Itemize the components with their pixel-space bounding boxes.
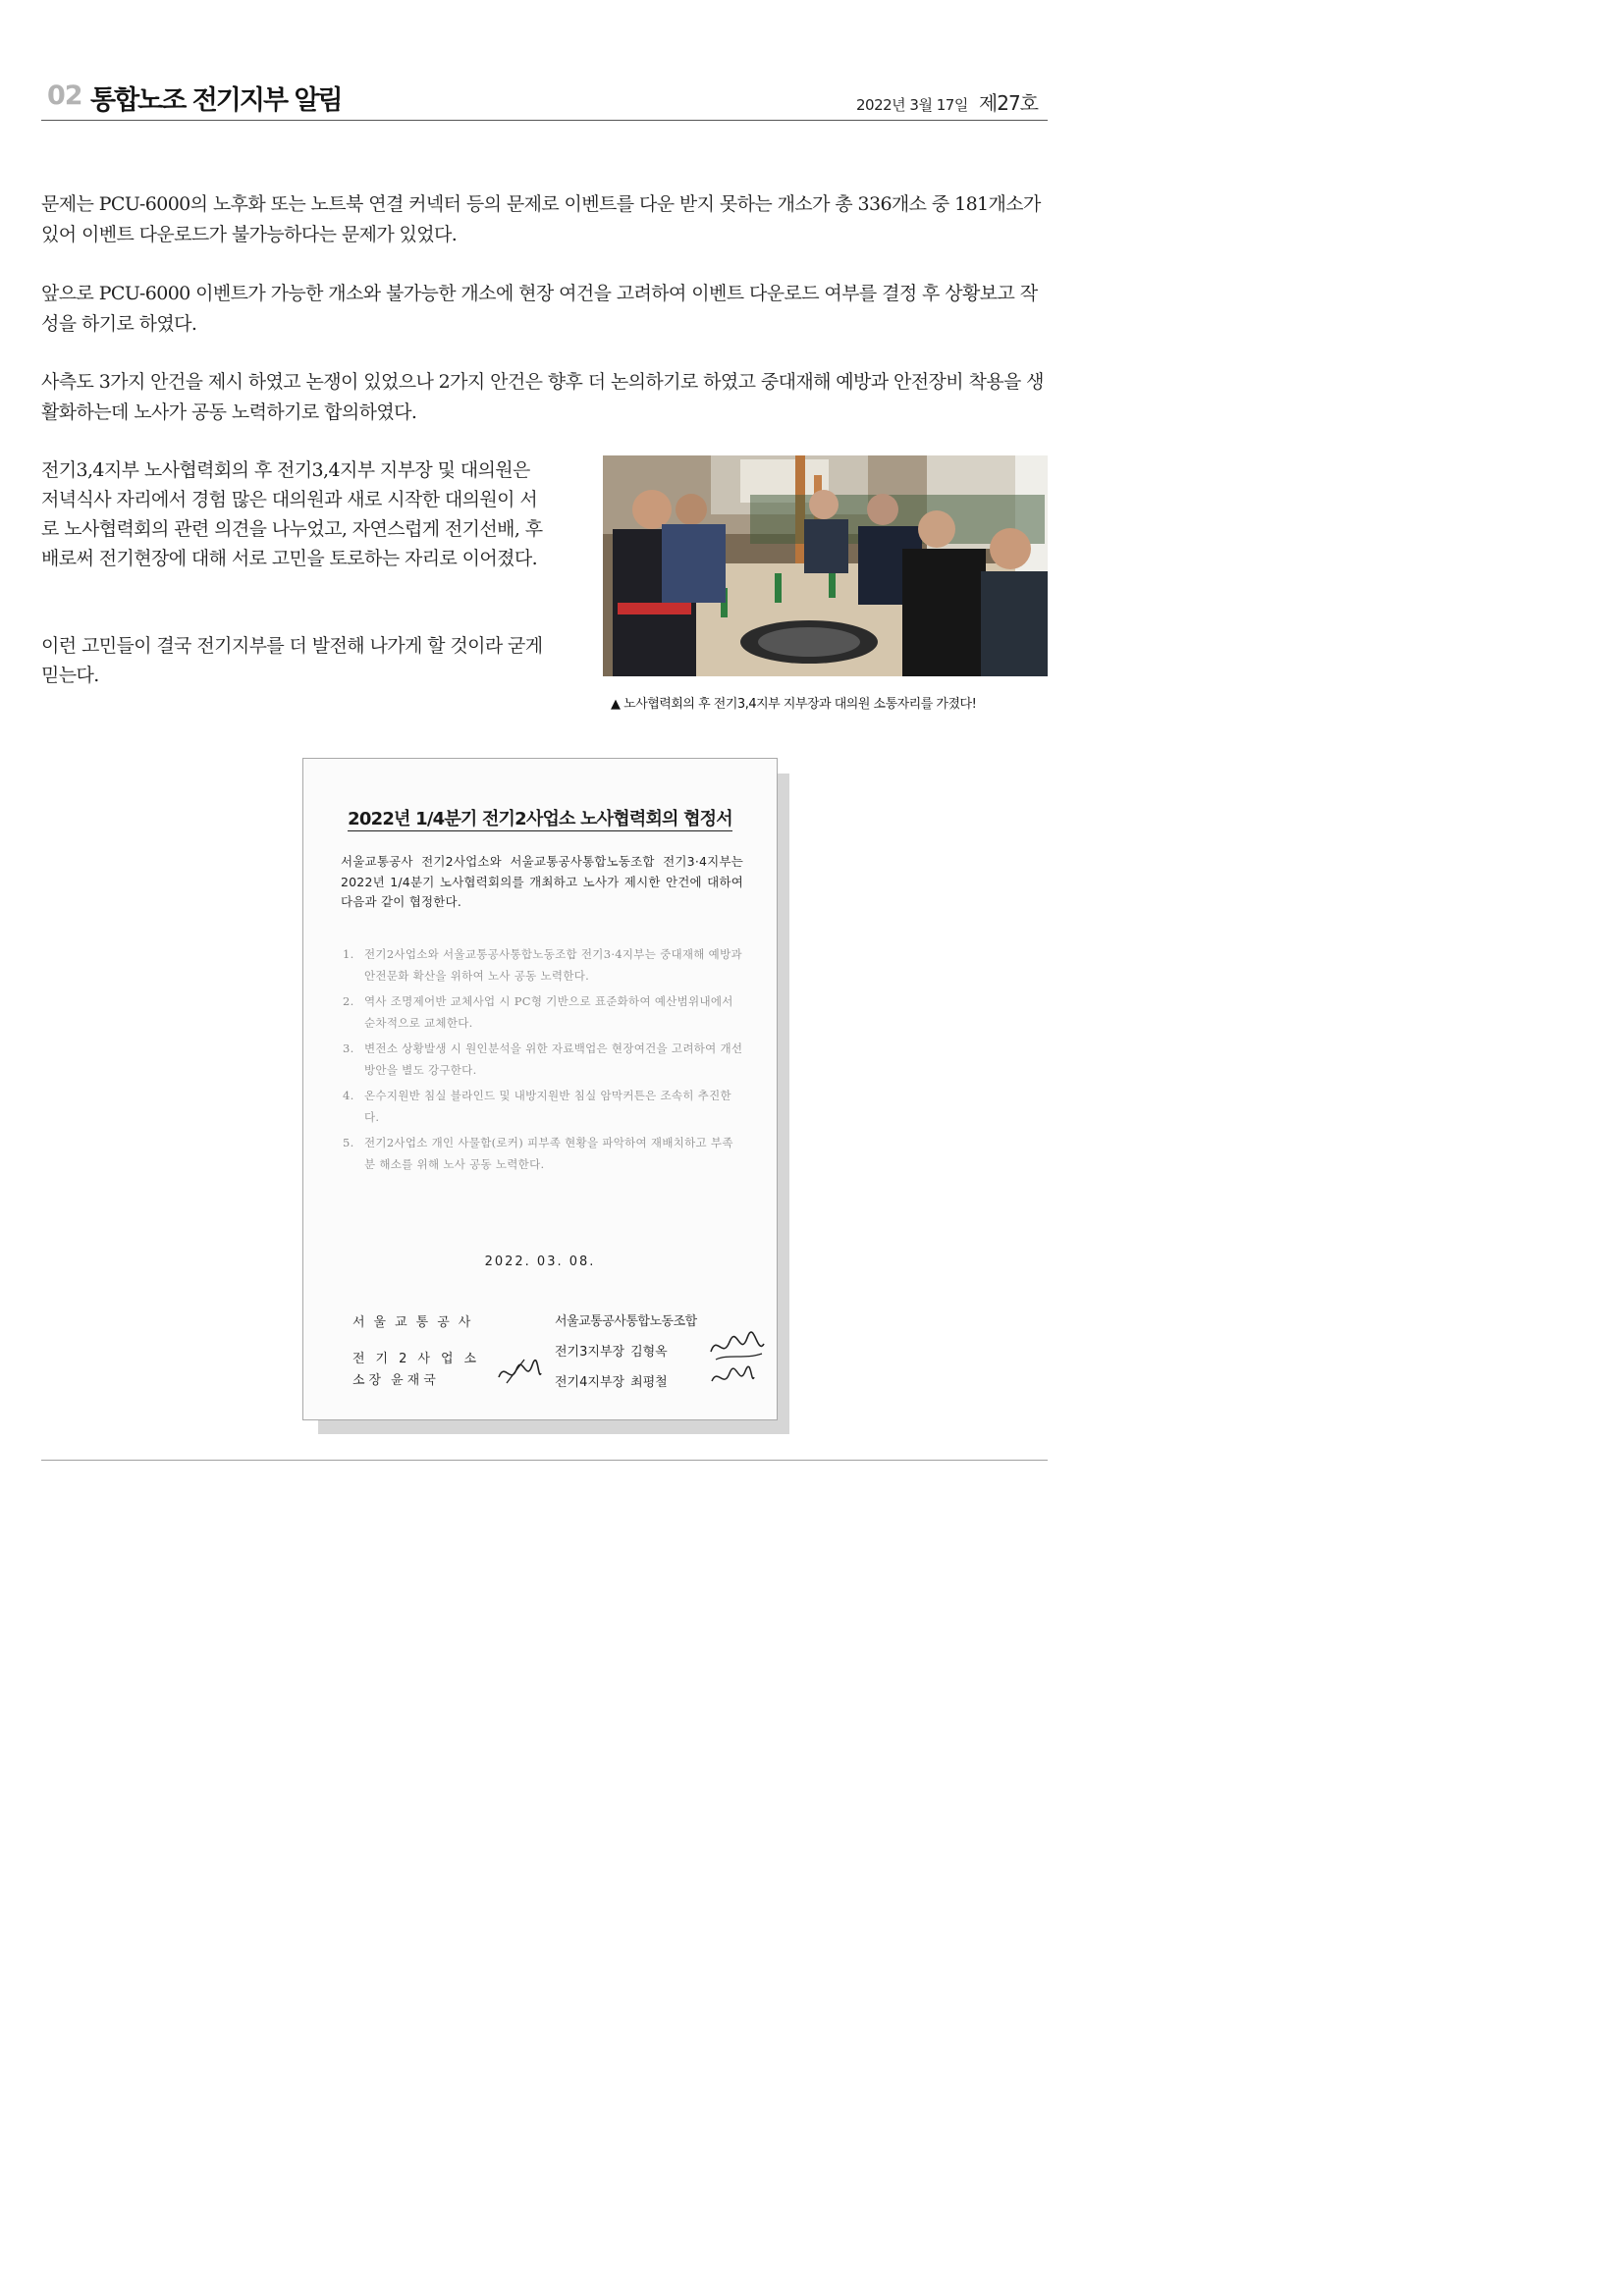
agreement-item — [343, 1085, 743, 1128]
photo-caption: ▲ 노사협력회의 후 전기3,4지부 지부장과 대의원 소통자리를 가졌다! — [611, 697, 977, 712]
union-name: 서울교통공사통합노동조합 — [555, 1314, 697, 1329]
company-department: 전기2사업소 — [352, 1352, 488, 1366]
item-number: 4. — [343, 1089, 354, 1102]
item-number: 5. — [343, 1136, 354, 1149]
item-text: 온수지원반 침실 블라인드 및 내방지원반 침실 암막커튼은 조속히 추진한다. — [364, 1089, 731, 1124]
company-name: 서울교통공사 — [352, 1315, 480, 1330]
article-paragraph-4: 전기3,4지부 노사협력회의 후 전기3,4지부 지부장 및 대의원은 저녁식사 자리에서 경험 많은 대의원과 새로 시작한 대의원이 서로 노사협력회의 관련 의견을 나누었고, 자연스럽게 전기선배, 후배로써 전기현장에 대해 서로 고민을 토로하는 자리로 이어졌다. — [41, 459, 543, 569]
signatory-title: 전기3지부장 — [555, 1345, 625, 1360]
handwritten-signature — [708, 1330, 767, 1365]
agreement-document — [302, 758, 778, 1420]
company-signatory — [352, 1369, 440, 1388]
agreement-date: 2022. 03. 08. — [484, 1255, 596, 1269]
article-paragraph-5: 이런 고민들이 결국 전기지부를 더 발전해 나가게 할 것이라 굳게 믿는다. — [41, 635, 543, 686]
agreement-title-text: 2022년 1/4분기 전기2사업소 노사협력회의 협정서 — [348, 809, 732, 829]
item-number: 2. — [343, 994, 354, 1008]
section-title: 통합노조 전기지부 알림 — [90, 85, 342, 116]
agreement-item — [343, 1038, 743, 1081]
item-number: 3. — [343, 1041, 354, 1055]
bottom-rule — [41, 1460, 1048, 1461]
signatory-name: 김형옥 — [630, 1345, 668, 1360]
agreement-item — [343, 990, 743, 1034]
agreement-item — [343, 943, 743, 987]
item-text: 전기2사업소와 서울교통공사통합노동조합 전기3·4지부는 중대재해 예방과 안전문화 확산을 위하여 노사 공동 노력한다. — [364, 947, 742, 983]
union-signatory-1 — [555, 1341, 668, 1360]
issue-info — [856, 87, 1038, 116]
agreement-intro: 서울교통공사 전기2사업소와 서울교통공사통합노동조합 전기3·4지부는 2022년 1/4분기 노사협력회의를 개최하고 노사가 제시한 안건에 대하여 다음과 같이 협정한다. — [341, 854, 743, 909]
page-header — [41, 79, 1048, 121]
item-text: 역사 조명제어반 교체사업 시 PC형 기반으로 표준화하여 예산범위내에서 순차적으로 교체한다. — [364, 994, 733, 1030]
union-signatory-2 — [555, 1371, 668, 1390]
section-number: 02 — [47, 80, 82, 111]
article-paragraph-1: 문제는 PCU-6000의 노후화 또는 노트북 연결 커넥터 등의 문제로 이벤트를 다운 받지 못하는 개소가 총 336개소 중 181개소가 있어 이벤트 다운로드가 불가능하다는 문제가 있었다. — [41, 193, 1041, 245]
agreement-item — [343, 1132, 743, 1175]
dinner-photo — [603, 455, 1048, 676]
signatory-title: 소장 — [352, 1373, 386, 1388]
item-text: 변전소 상황발생 시 원인분석을 위한 자료백업은 현장여건을 고려하여 개선방안을 별도 강구한다. — [364, 1041, 743, 1077]
agreement-title — [303, 805, 777, 830]
signatory-title: 전기4지부장 — [555, 1375, 625, 1390]
handwritten-signature — [708, 1363, 757, 1393]
handwritten-signature — [495, 1354, 544, 1393]
signatory-name: 최평철 — [630, 1375, 668, 1390]
dinner-photo-illustration — [603, 455, 1048, 676]
signatory-name: 윤재국 — [391, 1373, 440, 1388]
agreement-items — [343, 943, 743, 1179]
issue-number: 제27호 — [978, 91, 1038, 115]
article-paragraph-3: 사측도 3가지 안건을 제시 하였고 논쟁이 있었으나 2가지 안건은 향후 더 논의하기로 하였고 중대재해 예방과 안전장비 착용을 생활화하는데 노사가 공동 노력하기로 합의하였다. — [41, 371, 1044, 423]
issue-date: 2022년 3월 17일 — [856, 96, 968, 114]
article-paragraph-2: 앞으로 PCU-6000 이벤트가 가능한 개소와 불가능한 개소에 현장 여건을 고려하여 이벤트 다운로드 여부를 결정 후 상황보고 작성을 하기로 하였다. — [41, 283, 1038, 335]
item-number: 1. — [343, 947, 354, 961]
item-text: 전기2사업소 개인 사물함(로커) 피부족 현황을 파악하여 재배치하고 부족분 해소를 위해 노사 공동 노력한다. — [364, 1136, 733, 1171]
